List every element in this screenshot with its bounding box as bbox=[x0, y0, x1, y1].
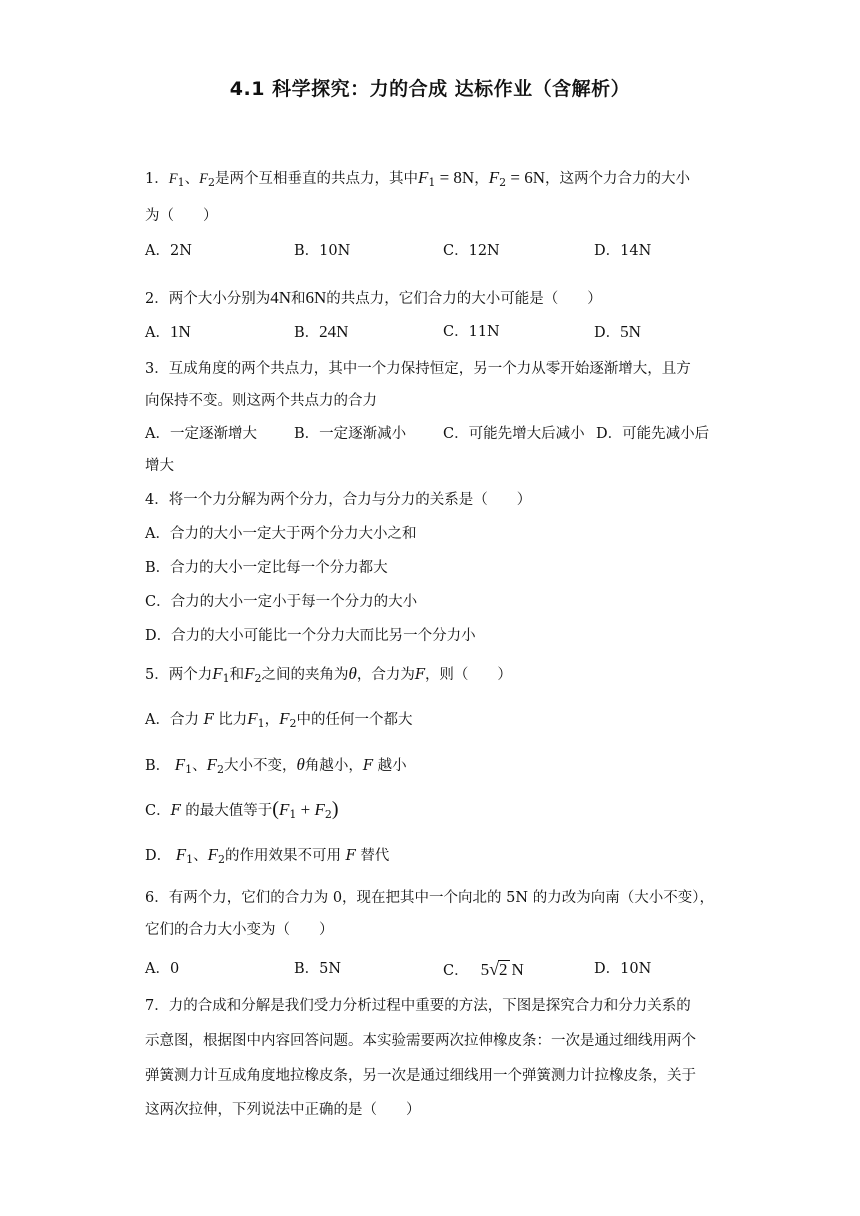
question-7-stem-line-3: 弹簧测力计互成角度地拉橡皮条，另一次是通过细线用一个弹簧测力计拉橡皮条，关于 bbox=[145, 1068, 696, 1084]
question-6-option-c[interactable]: C． 5√2 N bbox=[443, 959, 524, 979]
question-3-stem: 3．互成角度的两个共点力，其中一个力保持恒定，另一个力从零开始逐渐增大，且方 bbox=[145, 361, 691, 377]
question-3-option-c[interactable]: C．可能先增大后减小 bbox=[443, 426, 585, 442]
question-2-stem: 2．两个大小分别为4N和6N的共点力，它们合力的大小可能是（ ） bbox=[145, 288, 602, 307]
question-7-stem-line-1: 7．力的合成和分解是我们受力分析过程中重要的方法，下图是探究合力和分力关系的 bbox=[145, 998, 691, 1014]
question-6-option-d[interactable]: D．10N bbox=[594, 961, 652, 977]
question-3-option-b[interactable]: B．一定逐渐减小 bbox=[294, 426, 407, 442]
question-7-stem-line-2: 示意图，根据图中内容回答问题。本实验需要两次拉伸橡皮条：一次是通过细线用两个 bbox=[145, 1033, 696, 1049]
question-3-option-d-cont: 增大 bbox=[145, 458, 174, 474]
question-1-option-d[interactable]: D．14N bbox=[594, 243, 652, 259]
question-7-stem-line-4: 这两次拉伸，下列说法中正确的是（ ） bbox=[145, 1102, 421, 1118]
question-4-stem: 4．将一个力分解为两个分力，合力与分力的关系是（ ） bbox=[145, 492, 532, 508]
question-6-option-a[interactable]: A．0 bbox=[145, 961, 180, 977]
question-1-option-b[interactable]: B．10N bbox=[294, 243, 351, 259]
question-4-option-b[interactable]: B．合力的大小一定比每一个分力都大 bbox=[145, 560, 388, 576]
question-2-option-a[interactable]: A．1N bbox=[145, 322, 191, 341]
question-3-option-d[interactable]: D．可能先减小后 bbox=[596, 426, 710, 442]
question-1-option-a[interactable]: A．2N bbox=[145, 243, 192, 259]
question-5-option-d[interactable]: D． $F_1$、$F_2$的作用效果不可用 F 替代 bbox=[145, 845, 390, 866]
question-5-option-c[interactable]: C．F 的最大值等于$(F_1 + F_2)$ bbox=[145, 798, 339, 821]
question-5-stem: 5．两个力$F_1$和$F_2$之间的夹角为θ，合力为F，则（ ） bbox=[145, 664, 512, 685]
question-2-option-d[interactable]: D．5N bbox=[594, 322, 641, 341]
question-4-option-a[interactable]: A．合力的大小一定大于两个分力大小之和 bbox=[145, 526, 417, 542]
question-1-stem-cont: 为（ ） bbox=[145, 208, 218, 224]
question-1-option-c[interactable]: C．12N bbox=[443, 243, 500, 259]
question-6-option-b[interactable]: B．5N bbox=[294, 961, 342, 977]
question-5-option-b[interactable]: B． $F_1$、$F_2$大小不变，θ角越小，F 越小 bbox=[145, 755, 407, 776]
question-1-stem: 1．$F_1$、$F_2$是两个互相垂直的共点力，其中$F_1 = 8N$，$F_2 = 6N$，这两个力合力的大小 bbox=[145, 168, 690, 189]
question-4-option-d[interactable]: D．合力的大小可能比一个分力大而比另一个分力小 bbox=[145, 628, 476, 644]
question-2-option-b[interactable]: B．24N bbox=[294, 322, 349, 341]
question-2-option-c[interactable]: C．11N bbox=[443, 324, 500, 340]
question-3-stem-cont: 向保持不变。则这两个共点力的合力 bbox=[145, 393, 377, 409]
page-title: 4.1 科学探究：力的合成 达标作业（含解析） bbox=[229, 78, 631, 100]
question-5-option-a[interactable]: A．合力 F 比力$F_1$，$F_2$中的任何一个都大 bbox=[145, 709, 413, 730]
question-6-stem: 6．有两个力，它们的合力为 0，现在把其中一个向北的 5N 的力改为向南（大小不变）， bbox=[145, 890, 714, 906]
question-4-option-c[interactable]: C．合力的大小一定小于每一个分力的大小 bbox=[145, 594, 418, 610]
question-3-option-a[interactable]: A．一定逐渐增大 bbox=[145, 426, 257, 442]
question-6-stem-cont: 它们的合力大小变为（ ） bbox=[145, 922, 334, 938]
